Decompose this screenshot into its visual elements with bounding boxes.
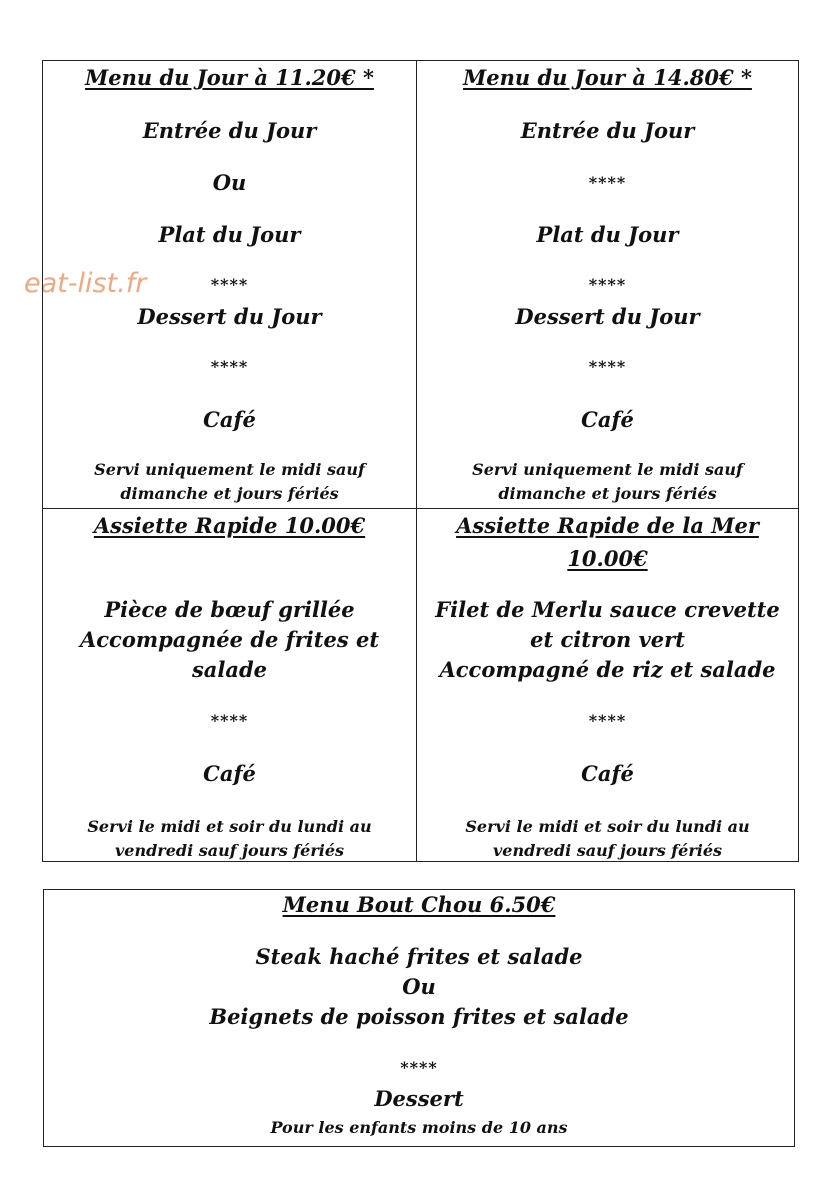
menu-note: Servi uniquement le midi sauf (94, 460, 365, 479)
assiette-rapide-mer-box (416, 508, 799, 862)
separator-stars: **** (588, 357, 627, 376)
menu-item: Café (203, 761, 256, 786)
menu-du-jour-1480-box (416, 60, 799, 509)
menu-title-price: 10.00€ (567, 546, 648, 571)
menu-note: vendredi sauf jours fériés (492, 841, 723, 860)
menu-item: Entrée du Jour (520, 118, 695, 143)
menu-item: Plat du Jour (158, 222, 301, 247)
menu-item: Dessert du Jour (515, 304, 700, 329)
separator-stars: **** (588, 173, 627, 192)
menu-note: Servi uniquement le midi sauf (472, 460, 743, 479)
separator-stars: **** (210, 357, 249, 376)
separator-stars: **** (210, 711, 249, 730)
menu-item: Filet de Merlu sauce crevette (435, 597, 780, 622)
menu-note: Servi le midi et soir du lundi au (87, 817, 372, 836)
menu-item: Café (581, 761, 634, 786)
menu-item: Dessert du Jour (137, 304, 322, 329)
menu-item: et citron vert (530, 627, 685, 652)
menu-item: salade (191, 657, 268, 682)
menu-note: dimanche et jours fériés (120, 484, 339, 503)
menu-item: Café (203, 407, 256, 432)
menu-item: Ou (212, 170, 247, 195)
separator-stars: **** (400, 1058, 438, 1077)
assiette-rapide-box (42, 508, 417, 862)
menu-note: vendredi sauf jours fériés (114, 841, 345, 860)
menu-note: Pour les enfants moins de 10 ans (270, 1118, 568, 1137)
menu-item: Accompagnée de frites et (79, 627, 380, 652)
menu-item: Dessert (374, 1086, 464, 1111)
menu-bout-chou-box (43, 889, 795, 1147)
watermark: eat-list.fr (24, 268, 147, 299)
separator-stars: **** (210, 275, 249, 294)
menu-title: Assiette Rapide de la Mer (456, 513, 759, 538)
menu-item: Pièce de bœuf grillée (104, 597, 355, 622)
menu-item: Accompagné de riz et salade (439, 657, 776, 682)
menu-title: Assiette Rapide 10.00€ (93, 513, 366, 538)
separator-stars: **** (588, 711, 627, 730)
menu-item: Beignets de poisson frites et salade (209, 1004, 629, 1029)
menu-item: Ou (402, 974, 436, 999)
menu-title: Menu du Jour à 14.80€ * (463, 65, 752, 90)
menu-note: dimanche et jours fériés (498, 484, 717, 503)
menu-title: Menu Bout Chou 6.50€ (282, 892, 556, 917)
menu-item: Plat du Jour (536, 222, 679, 247)
menu-du-jour-1120-box (42, 60, 417, 509)
menu-item: Entrée du Jour (142, 118, 317, 143)
menu-item: Café (581, 407, 634, 432)
menu-item: Steak haché frites et salade (255, 944, 583, 969)
menu-note: Servi le midi et soir du lundi au (465, 817, 750, 836)
menu-title: Menu du Jour à 11.20€ * (85, 65, 374, 90)
separator-stars: **** (588, 275, 627, 294)
